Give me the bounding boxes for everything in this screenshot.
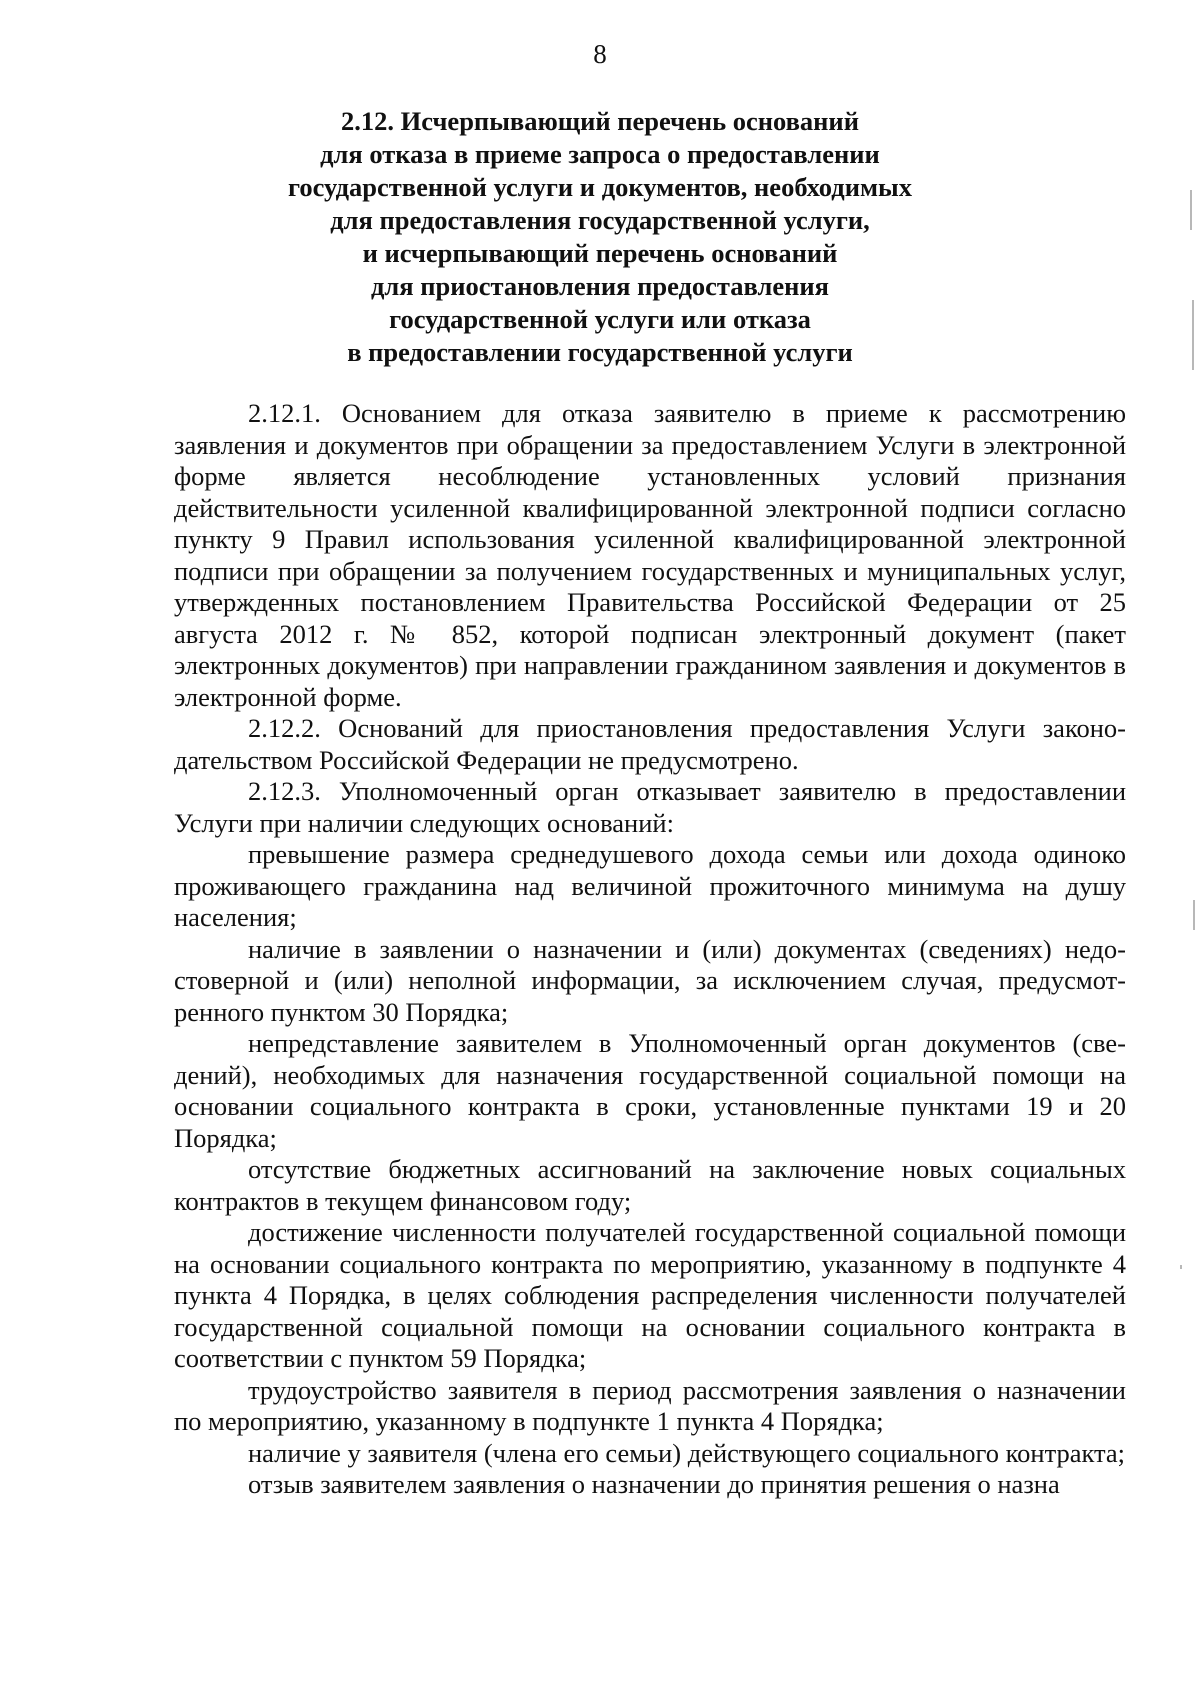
document-body [174,398,1126,1501]
refusal-ground-item: превышение размера среднедушевого дохода семьи или дохода одиноко проживающего гражданина над величиной прожиточного минимума на душу населения; [174,839,1126,932]
heading-line: государственной услуги или отказа [389,304,811,334]
refusal-ground-item: наличие в заявлении о назначении и (или) документах (сведениях) недостоверной и (или) неполной информации, за исключением случая, предусмотренного пунктом 30 Порядка; [174,933,1126,1027]
section-heading [150,105,1050,369]
scan-edge-mark [1193,900,1195,930]
heading-line: для предоставления государственной услуги, [330,205,870,235]
refusal-ground-item: отсутствие бюджетных ассигнований на заключение новых социальных контрактов в текущем финансовом году; [174,1154,1126,1216]
heading-line: и исчерпывающий перечень оснований [362,238,838,268]
paragraph-2-12-2: 2.12.2. Оснований для приостановления предоставления Услуги законодательством Российской Федерации не предусмотрено. [174,713,1126,775]
refusal-ground-item: наличие у заявителя (члена его семьи) действующего социального контракта; [248,1437,1126,1468]
scan-edge-mark [1180,1265,1182,1269]
paragraph-2-12-3: 2.12.3. Уполномоченный орган отказывает заявителю в предоставлении Услуги при наличии следующих оснований: [174,776,1126,838]
heading-line: государственной услуги и документов, необходимых [288,172,912,202]
scan-edge-mark [1192,300,1194,370]
refusal-ground-item: достижение численности получателей государственной социальной помощи на основании социального контракта по мероприятию, указанному в подпункте 4 пункта 4 Порядка, в целях соблюдения распределения численности получателей государственной социальной помощи на основании социального контракта в соответствии с пунктом 59 Порядка; [174,1217,1126,1373]
heading-line: 2.12. Исчерпывающий перечень оснований [341,106,859,136]
refusal-ground-item: непредставление заявителем в Уполномоченный орган документов (сведений), необходимых для назначения государственной социальной помощи на основании социального контракта в сроки, установленные пунктами 19 и 20 Порядка; [174,1028,1126,1153]
scan-edge-mark [1190,190,1192,230]
heading-line: в предоставлении государственной услуги [347,337,853,367]
paragraph-2-12-1: 2.12.1. Основанием для отказа заявителю в приеме к рассмотрению заявления и документов при обращении за предоставлением Услуги в электронной форме является несоблюдение установленных условий признания действительности усиленной квалифицированной электронной подписи согласно пункту 9 Правил использования усиленной квалифицированной электронной подписи при обращении за получением государственных и муниципальных услуг, утвержденных постановлением Правительства Российской Федерации от 25 августа 2012 г. № 852, которой подписан электронный документ (пакет электронных документов) при направлении гражданином заявления и документов в электронной форме. [174,398,1126,712]
page-number: 8 [593,39,607,69]
refusal-ground-item: отзыв заявителем заявления о назначении до принятия решения о назна [248,1469,1060,1499]
heading-line: для приостановления предоставления [371,271,829,301]
heading-line: для отказа в приеме запроса о предоставлении [320,139,880,169]
refusal-ground-item: трудоустройство заявителя в период рассмотрения заявления о назначении по мероприятию, указанному в подпункте 1 пункта 4 Порядка; [174,1374,1126,1436]
